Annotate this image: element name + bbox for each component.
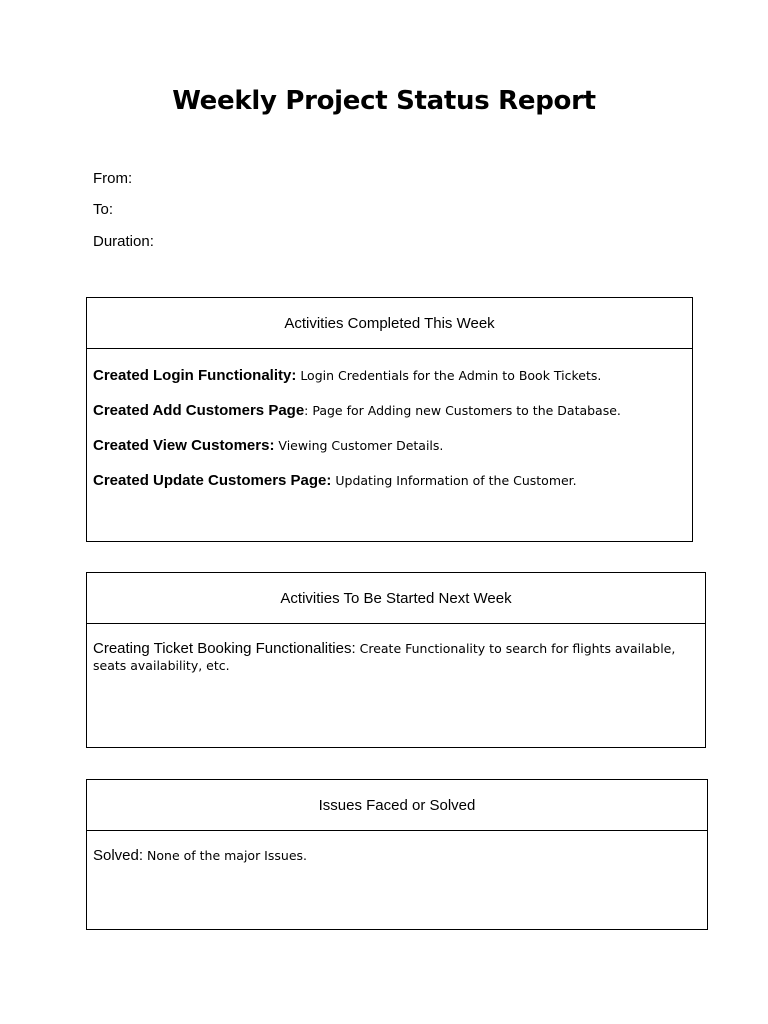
section-body xyxy=(87,624,705,674)
section-heading: Activities To Be Started Next Week xyxy=(87,573,705,624)
item-text: Updating Information of the Customer. xyxy=(331,473,577,488)
item-label: Created View Customers: xyxy=(93,437,275,454)
activities-completed-section xyxy=(86,297,693,542)
section-heading: Issues Faced or Solved xyxy=(87,780,707,831)
section-body xyxy=(87,349,692,489)
item-text: Login Credentials for the Admin to Book Tickets. xyxy=(296,368,602,383)
list-item xyxy=(93,472,686,489)
section-body xyxy=(87,831,707,864)
item-text: None of the major Issues. xyxy=(143,848,307,863)
list-item xyxy=(93,847,701,864)
item-label: Created Add Customers Page xyxy=(93,402,305,419)
section-heading: Activities Completed This Week xyxy=(87,298,692,349)
page-title: Weekly Project Status Report xyxy=(172,86,596,116)
list-item xyxy=(93,640,699,674)
activities-next-week-section xyxy=(86,572,706,748)
item-label: Creating Ticket Booking Functionalities: xyxy=(93,640,356,657)
issues-section xyxy=(86,779,708,930)
list-item xyxy=(93,367,686,384)
item-label: Created Update Customers Page: xyxy=(93,472,332,489)
item-text: : Page for Adding new Customers to the Database. xyxy=(304,403,621,418)
to-label: To: xyxy=(93,201,114,218)
item-text: Viewing Customer Details. xyxy=(274,438,444,453)
item-label: Solved: xyxy=(93,847,144,864)
from-label: From: xyxy=(93,170,133,187)
item-label: Created Login Functionality: xyxy=(93,367,297,384)
item-text: Create Functionality to search for flights available, seats availability, etc. xyxy=(93,641,676,673)
list-item xyxy=(93,402,686,419)
list-item xyxy=(93,437,686,454)
duration-label: Duration: xyxy=(93,233,154,250)
